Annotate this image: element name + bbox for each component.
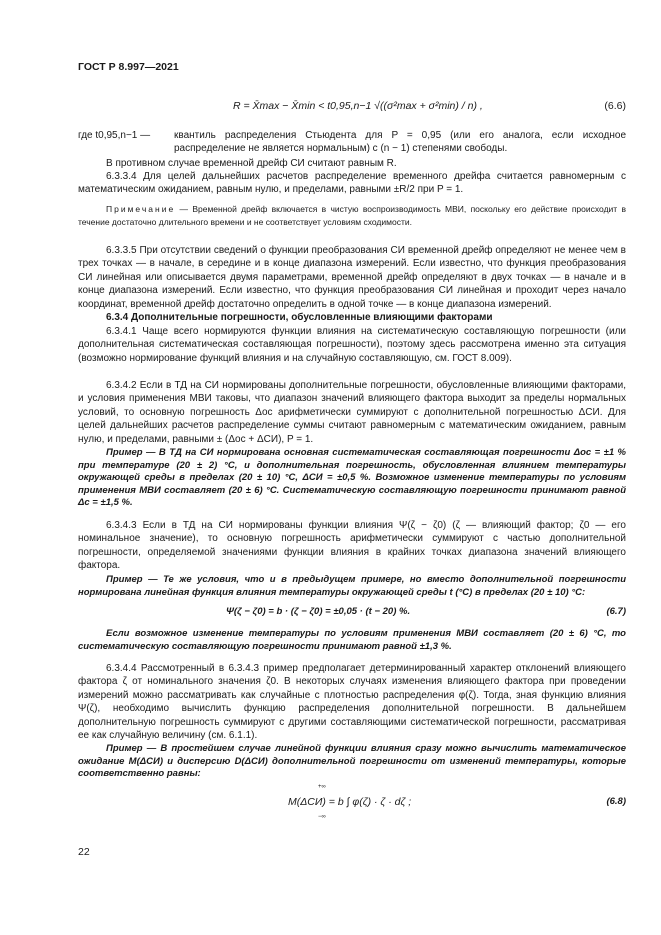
where-clause xyxy=(78,129,626,156)
paragraph-6-3-3-4: 6.3.3.4 Для целей дальнейших расчетов распределение временного дрейфа считается равномерным с математическим ожиданием, равным нулю, и пределами, равными ±R/2 при P = 1. xyxy=(78,171,626,196)
paragraph-6-3-4-1: 6.3.4.1 Чаще всего нормируются функции влияния на систематическую составляющую погрешности (или дополнительная систематическая составляющая погрешности), поэтому здесь рассмотрена именно эта ситуация (возможно нормирование функций влияния и на случайную составляющую, см. ГОСТ 8.009). xyxy=(78,326,626,364)
equation-6-7 xyxy=(78,606,626,620)
equation-6-7-formula: Ψ(ζ − ζ0) = b · (ζ − ζ0) = ±0,05 · (t − 20) %. xyxy=(226,606,411,617)
where-text: квантиль распределения Стьюдента для P = 0,95 (или его аналога, если исходное распределение не является нормальным) с (n − 1) степенями свободы. xyxy=(174,130,626,155)
equation-6-6-number: (6.6) xyxy=(604,100,626,112)
example-2: Пример — Те же условия, что и в предыдущем примере, но вместо дополнительной погрешности нормирована линейная функция влияния температуры окружающей среды t (°С) в пределах (20 ± 10) °С: xyxy=(78,574,626,598)
page-number: 22 xyxy=(78,846,90,858)
paragraph-6-3-4-4: 6.3.4.4 Рассмотренный в 6.3.4.3 пример предполагает детерминированный характер отклонений влияющего фактора ζ от номинального значения ζ0. В некоторых случаях изменения влияющего фактора при проведении измерений можно рассматривать как случайные с плотностью распределения φ(ζ). Тогда, зная функцию влияния Ψ(ζ), необходимо вычислить функцию распределения дополнительной погрешности. В дальнейшем дополнительную погрешность суммируют с другими составляющими систематической погрешности, рассматривая ее как случайную величину (см. 6.1.1). xyxy=(78,663,626,742)
document-header: ГОСТ Р 8.997—2021 xyxy=(78,61,179,73)
section-title-6-3-4: 6.3.4 Дополнительные погрешности, обусловленные влияющими факторами xyxy=(106,312,493,323)
paragraph-drift-otherwise: В противном случае временной дрейф СИ считают равным R. xyxy=(106,158,397,169)
example-1: Пример — В ТД на СИ нормирована основная систематическая составляющая погрешности Δос = ±1 % при температуре (20 ± 2) °С, и дополнительная погрешность, обусловленная влиянием температуры окружающей среды в пределах (20 ± 10) °С, ΔСИ = ±0,5 %. Возможное изменение температуры по условиям применения МВИ составляет (20 ± 6) °С. Систематическую составляющую погрешности принимают равной Δс = ±1,5 %. xyxy=(78,447,626,508)
paragraph-6-3-4-2: 6.3.4.2 Если в ТД на СИ нормированы дополнительные погрешности, обусловленные влияющими факторами, и условия применения МВИ таковы, что диапазон значений влияющего фактора выходит за пределы нормальных условий, то основную погрешность Δос арифметически суммируют с дополнительной погрешностью ΔСИ. Для целей дальнейших расчетов распределение суммы считают равномерным с математическим ожиданием, равным нулю, и пределами, равными ± (Δос + ΔСИ), P = 1. xyxy=(78,380,626,445)
paragraph-6-3-4-3: 6.3.4.3 Если в ТД на СИ нормированы функции влияния Ψ(ζ − ζ0) (ζ — влияющий фактор; ζ0 — его номинальное значение), то основную погрешность арифметически суммируют с частью дополнительной погрешности, определяемой значениями функции влияния в крайних точках диапазона значений влияющего фактора. xyxy=(78,520,626,572)
note xyxy=(78,203,626,228)
example-3: Если возможное изменение температуры по условиям применения МВИ составляет (20 ± 6) °С, то систематическую составляющую погрешности принимают равной ±1,3 %. xyxy=(78,628,626,652)
equation-6-6 xyxy=(78,100,626,116)
equation-6-8-formula: M(ΔСИ) = b ∫ φ(ζ) · ζ · dζ ; xyxy=(288,796,412,808)
note-label: Примечание xyxy=(106,204,176,214)
integral-upper-limit: +∞ xyxy=(318,784,326,790)
where-label: где t0,95,n−1 — xyxy=(78,130,151,141)
equation-6-8 xyxy=(78,786,626,826)
example-4: Пример — В простейшем случае линейной функции влияния сразу можно вычислить математическое ожидание M(ΔСИ) и дисперсию D(ΔСИ) дополнительной погрешности от изменений температуры, которые соответственно равны: xyxy=(78,743,626,779)
equation-6-6-formula: R = X̄max − X̄min < t0,95,n−1 √((σ²max + σ²min) / n) , xyxy=(233,100,483,112)
equation-6-8-number: (6.8) xyxy=(606,796,626,807)
integral-lower-limit: −∞ xyxy=(318,814,326,820)
equation-6-7-number: (6.7) xyxy=(606,606,626,617)
note-text: — Временной дрейф включается в чистую воспроизводимость МВИ, поскольку его действие происходит в течение достаточно длительного времени и не соответствует условиям сходимости. xyxy=(78,204,626,227)
paragraph-6-3-3-5: 6.3.3.5 При отсутствии сведений о функции преобразования СИ временной дрейф определяют не менее чем в трех точках — в начале, в середине и в конце диапазона измерений. Если известно, что функция преобразования СИ линейная или описывается двумя параметрами, временной дрейф определяют в двух точках — в начале и в конце диапазона измерений. Если известно, что функция преобразования СИ линейная и проходит через начало координат, временной дрейф достаточно определить в одной точке — в конце диапазона измерений. xyxy=(78,245,626,310)
